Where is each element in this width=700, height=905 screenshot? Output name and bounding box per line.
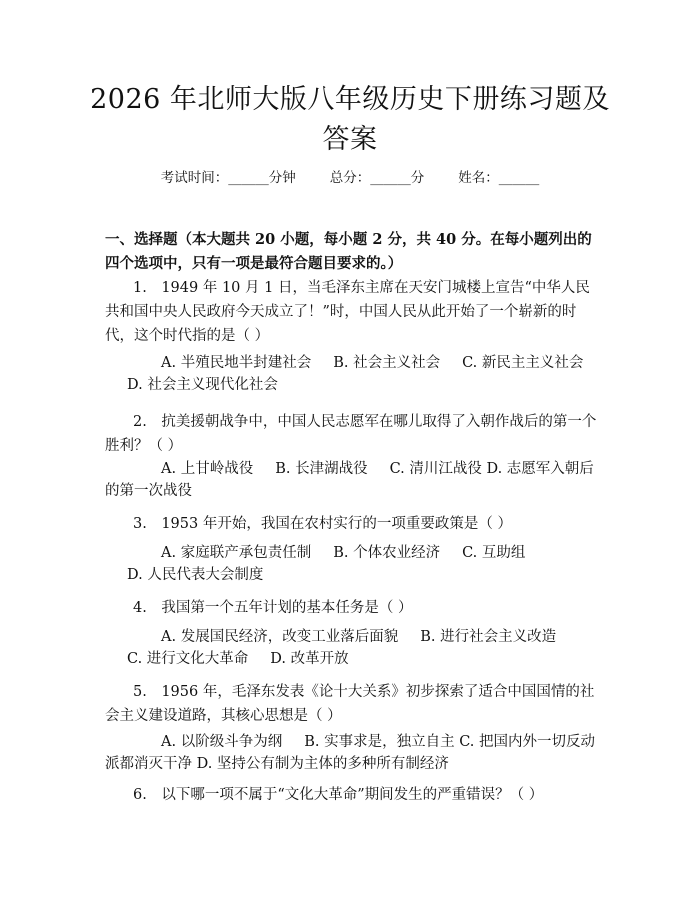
option-b: B. 长津湖战役 [275, 461, 368, 477]
option-b: B. 实事求是，独立自主 [304, 734, 455, 750]
question-1-options [105, 352, 600, 396]
question-2: 2. 抗美援朝战争中，中国人民志愿军在哪儿取得了入朝作战后的第一个胜利？（ ） [105, 414, 597, 454]
question-3: 3. 1953 年开始，我国在农村实行的一项重要政策是（ ） [133, 516, 512, 532]
exam-total: 总分：______分 [329, 170, 425, 186]
option-d: D. 坚持公有制为主体的多种所有制经济 [196, 756, 449, 772]
question-4: 4. 我国第一个五年计划的基本任务是（ ） [133, 600, 413, 616]
question-5-options [105, 731, 600, 775]
question-3-options [105, 542, 600, 586]
option-d: D. 人民代表大会制度 [127, 567, 264, 583]
option-b: B. 社会主义社会 [333, 355, 441, 371]
option-a: A. 发展国民经济，改变工业落后面貌 [161, 629, 399, 645]
option-d: D. 社会主义现代化社会 [127, 377, 278, 393]
question-4-options [105, 626, 600, 670]
option-c: C. 进行文化大革命 [127, 651, 249, 667]
exam-time: 考试时间：______分钟 [160, 170, 296, 186]
question-1: 1. 1949 年 10 月 1 日，当毛泽东主席在天安门城楼上宣告“中华人民共和国中央人民政府今天成立了！”时，中国人民从此开始了一个崭新的时代，这个时代指的是（ ） [105, 280, 590, 344]
section-heading: 一、选择题（本大题共 20 小题，每小题 2 分，共 40 分。在每小题列出的四个选项中，只有一项是最符合题目要求的。） [105, 231, 592, 272]
question-5: 5. 1956 年，毛泽东发表《论十大关系》初步探索了适合中国国情的社会主义建设道路，其核心思想是（ ） [105, 684, 595, 724]
option-d: D. 改革开放 [270, 651, 349, 667]
option-a: A. 半殖民地半封建社会 [161, 355, 312, 371]
option-a: A. 家庭联产承包责任制 [161, 545, 312, 561]
option-c: C. 互助组 [462, 545, 526, 561]
option-a: A. 以阶级斗争为纲 [161, 734, 283, 750]
option-c: C. 把国内外一切反动派都消灭干净 [105, 734, 595, 772]
document-title: 2026 年北师大版八年级历史下册练习题及答案 [90, 84, 610, 155]
option-c: C. 新民主主义社会 [462, 355, 584, 371]
question-2-options [105, 458, 600, 502]
question-6: 6. 以下哪一项不属于“文化大革命”期间发生的严重错误？（ ） [133, 787, 544, 803]
exam-name: 姓名：______ [458, 170, 540, 186]
option-b: B. 进行社会主义改造 [420, 629, 557, 645]
exam-info [0, 168, 700, 188]
option-a: A. 上甘岭战役 [161, 461, 254, 477]
option-d: D. 志愿军入朝后的第一次战役 [105, 461, 594, 499]
option-c: C. 清川江战役 [389, 461, 482, 477]
option-b: B. 个体农业经济 [333, 545, 441, 561]
